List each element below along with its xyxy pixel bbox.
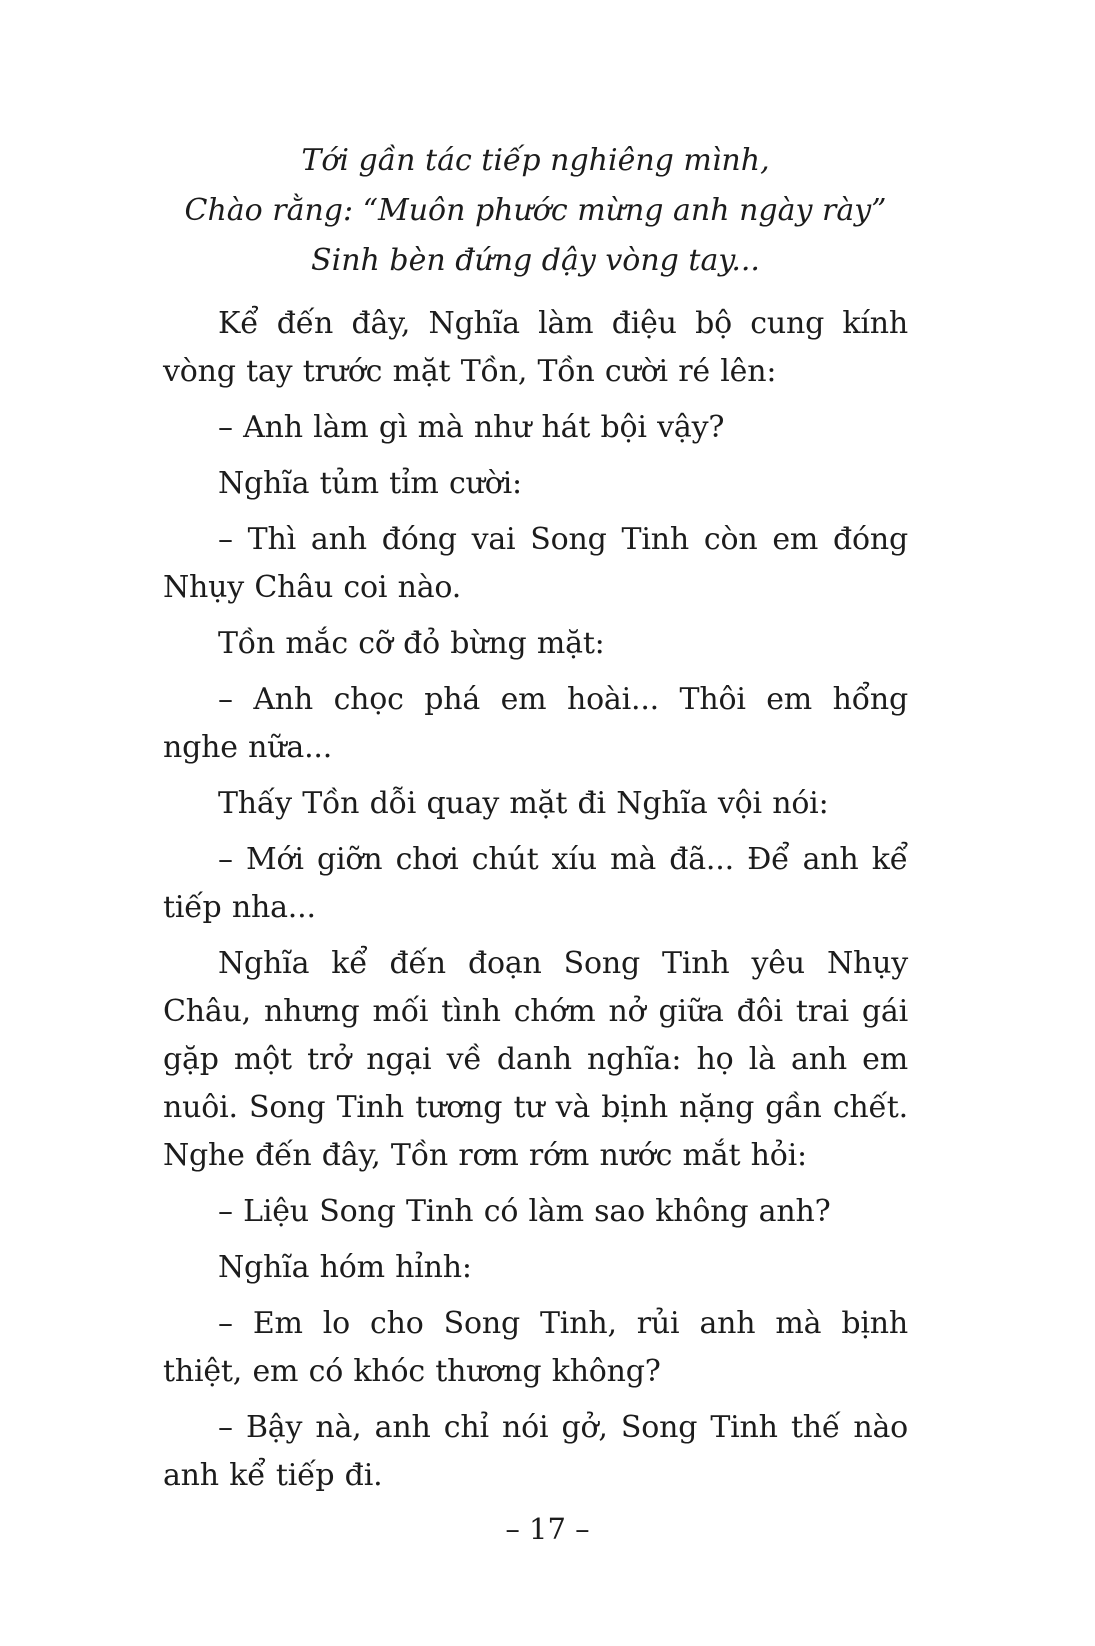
paragraph: Kể đến đây, Nghĩa làm điệu bộ cung kính vòng tay trước mặt Tồn, Tồn cười ré lên:	[163, 306, 908, 389]
body-text	[163, 300, 908, 1500]
verse-line: Tới gần tác tiếp nghiêng mình,	[301, 143, 770, 178]
paragraph: – Bậy nà, anh chỉ nói gở, Song Tinh thế nào anh kể tiếp đi.	[163, 1410, 908, 1493]
verse-block	[163, 136, 908, 286]
paragraph: – Mới giỡn chơi chút xíu mà đã... Để anh kể tiếp nha...	[163, 842, 908, 925]
paragraph: – Anh chọc phá em hoài... Thôi em hổng nghe nữa...	[163, 682, 908, 765]
page-content	[163, 136, 908, 1508]
paragraph: – Anh làm gì mà như hát bội vậy?	[218, 410, 725, 445]
paragraph: Tồn mắc cỡ đỏ bừng mặt:	[218, 626, 605, 661]
paragraph: Nghĩa tủm tỉm cười:	[218, 466, 522, 501]
paragraph: Nghĩa kể đến đoạn Song Tinh yêu Nhụy Châu, nhưng mối tình chớm nở giữa đôi trai gái gặp một trở ngại về danh nghĩa: họ là anh em nuôi. Song Tinh tương tư và bịnh nặng gần chết. Nghe đến đây, Tồn rơm rớm nước mắt hỏi:	[163, 946, 908, 1173]
paragraph: Nghĩa hóm hỉnh:	[218, 1250, 472, 1285]
page-number: – 17 –	[505, 1512, 590, 1546]
paragraph: Thấy Tồn dỗi quay mặt đi Nghĩa vội nói:	[218, 786, 829, 821]
verse-line: Sinh bèn đứng dậy vòng tay...	[311, 243, 760, 278]
verse-line: Chào rằng: “Muôn phước mừng anh ngày rày”	[184, 193, 887, 228]
paragraph: – Thì anh đóng vai Song Tinh còn em đóng Nhụy Châu coi nào.	[163, 522, 908, 605]
paragraph: – Em lo cho Song Tinh, rủi anh mà bịnh thiệt, em có khóc thương không?	[163, 1306, 908, 1389]
paragraph: – Liệu Song Tinh có làm sao không anh?	[218, 1194, 831, 1229]
